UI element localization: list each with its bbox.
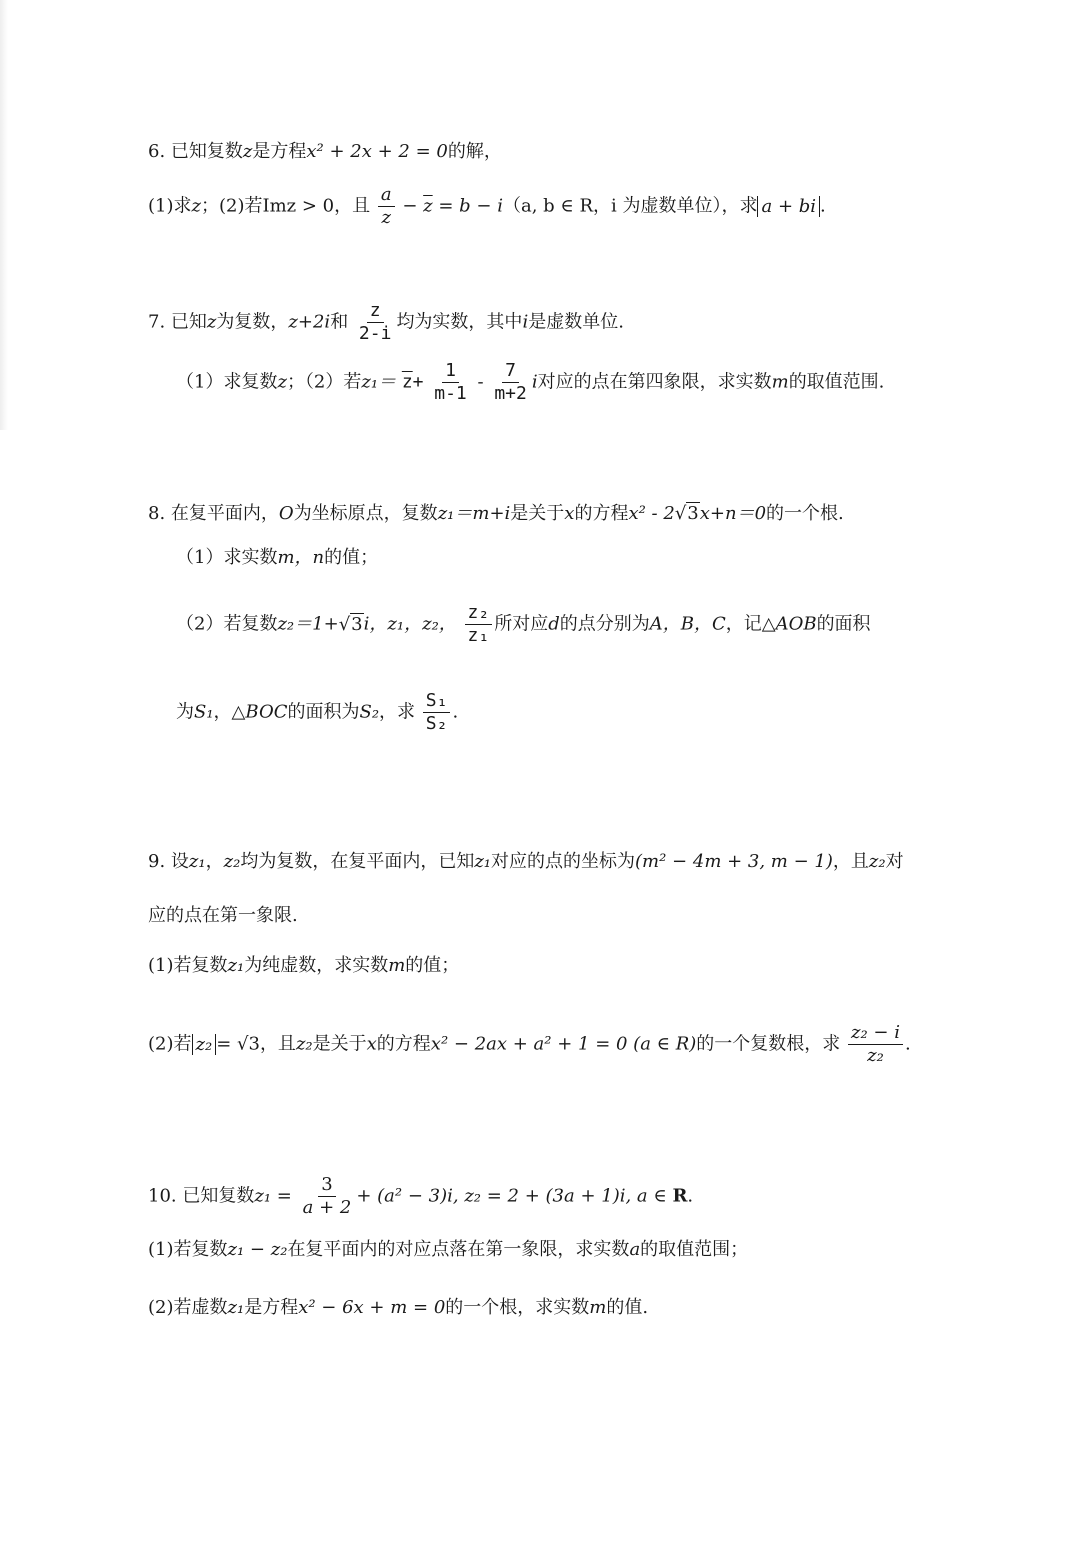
problem-6-stem: 6. 已知复数z是方程x² + 2x + 2 = 0的解，	[148, 141, 502, 162]
problem-8-stem: 8. 在复平面内，O为坐标原点，复数z₁＝m+i是关于x的方程x² - 2√3x+n＝0的一个根.	[148, 503, 844, 524]
page-edge-shadow	[0, 0, 8, 430]
fraction: $\frac{\text{S₁}}{\text{S₂}}$	[423, 692, 451, 733]
problem-10-stem: 10. 已知复数z₁ = $\frac{3}{a + 2}$ + (a² − 3)i, z₂ = 2 + (3a + 1)i, a ∈ R.	[148, 1174, 694, 1218]
problem-7-parts: （1）求复数z；（2）若$z_1= \overline{z}+$ $\frac{1}{m-1}$ - $\frac{7}{m+2}$ i对应的点在第四象限，求实数m的取值范围.	[176, 360, 885, 404]
problem-8-part2-cont: 为S₁，△BOC的面积为S₂，求 $\frac{\text{S₁}}{\text{S₂}}$ .	[176, 690, 459, 734]
fraction: $\frac{\text{z₂}}{\text{z₁}}$	[465, 604, 493, 645]
fraction: $\frac{a}{z}$	[378, 186, 395, 227]
problem-9-stem: 9. 设z₁，z₂均为复数，在复平面内，已知z₁对应的点的坐标为(m² − 4m + 3, m − 1)，且z₂对	[148, 851, 904, 872]
problem-9-stem-cont: 应的点在第一象限.	[148, 905, 298, 926]
fraction: $\frac{7}{m+2}$	[494, 360, 527, 404]
problem-8-part2: （2）若复数z₂＝1+√3i，z₁，z₂， $\frac{\text{z₂}}{\text{z₁}}$ 所对应d的点分别为A，B，C，记△AOB的面积	[176, 602, 871, 646]
fraction: $\frac{3}{a + 2}$	[302, 1174, 352, 1218]
problem-7-stem: 7. 已知z为复数，z+2i和 $\frac{z}{2-i}$ 均为实数，其中i是虚数单位.	[148, 300, 624, 344]
problem-10-part1: (1)若复数z₁ − z₂在复平面内的对应点落在第一象限，求实数a的取值范围；	[148, 1239, 749, 1260]
fraction: $\frac{1}{m-1}$	[434, 360, 467, 404]
problem-8-part1: （1）求实数m，n的值；	[176, 547, 379, 568]
problem-9-part1: (1)若复数z₁为纯虚数，求实数m的值；	[148, 955, 460, 976]
problem-9-part2: (2)若 z₂ = √3，且z₂是关于x的方程x² − 2ax + a² + 1 = 0 (a ∈ R)的一个复数根，求 $\frac{\text{z₂ − i}}{\text{z₂}}$ .	[148, 1022, 911, 1066]
problem-6-parts: (1)求z；(2)若Imz > 0，且 $\frac{a}{z}$ − $\overline{z} = b - i(a$, b ∈ R，i 为虚数单位），求 a + bi .	[148, 184, 826, 228]
problem-10-part2: (2)若虚数z₁是方程x² − 6x + m = 0的一个根，求实数m的值.	[148, 1297, 649, 1318]
fraction: $\frac{z}{2-i}$	[358, 300, 392, 344]
fraction: $\frac{\text{z₂ − i}}{\text{z₂}}$	[848, 1024, 903, 1065]
